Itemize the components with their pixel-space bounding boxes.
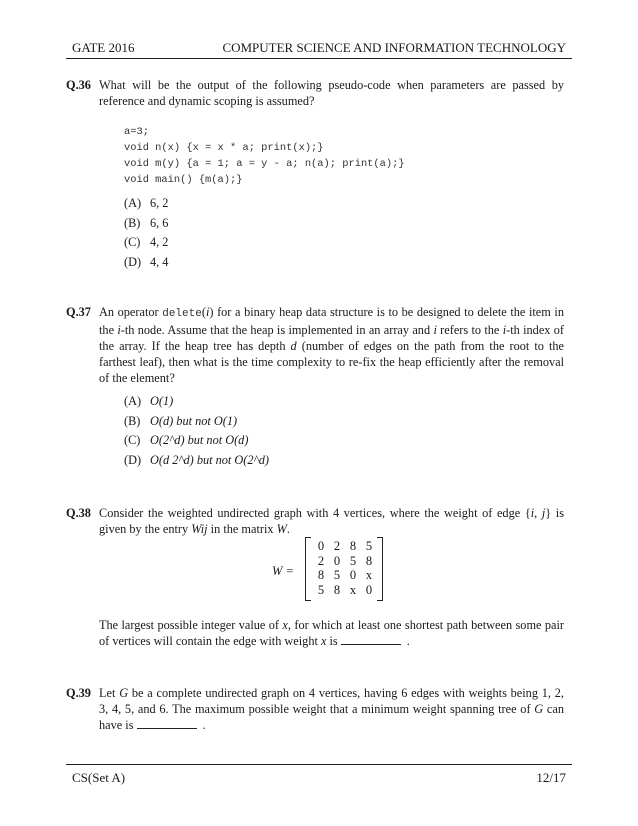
matrix-cell: 5 (333, 568, 341, 582)
question-39 (66, 685, 564, 733)
question-text: Let G be a complete undirected graph on 4 vertices, having 6 edges with weights being 1, 2, 3, 4, 5, and 6. The maximum possible weight that a minimum weight spanning tree of G can have is . (99, 686, 564, 732)
matrix-row (313, 583, 377, 598)
matrix-cell: 5 (365, 539, 373, 553)
option-d: (D) 4, 4 (124, 254, 169, 269)
matrix-cell: 8 (349, 539, 357, 553)
code-line: void m(y) {a = 1; a = y - a; n(a); print(a);} (124, 158, 405, 170)
code-line: void main() {m(a);} (124, 174, 243, 186)
exam-name: GATE 2016 (72, 40, 135, 55)
question-text: The largest possible integer value of x, for which at least one shortest path between some pair of vertices will contain the edge with weight x is . (99, 618, 564, 648)
matrix-cell: 8 (317, 568, 325, 582)
matrix-cell: 0 (317, 539, 325, 553)
code-line: a=3; (124, 126, 149, 138)
matrix-left-bracket (305, 537, 311, 601)
option-d: (D) O(d 2^d) but not O(2^d) (124, 452, 269, 467)
matrix-cell: x (365, 568, 373, 582)
question-38-continued (66, 617, 564, 649)
matrix-cell: 2 (333, 539, 341, 553)
question-37 (66, 304, 564, 470)
question-text: What will be the output of the following pseudo-code when parameters are passed by reference and dynamic scoping is assumed? (99, 78, 564, 108)
options-list (124, 392, 564, 470)
pseudo-code (124, 124, 564, 188)
matrix-cell: 0 (349, 568, 357, 582)
option-c: (C) O(2^d) but not O(d) (124, 433, 249, 447)
matrix-cell: x (349, 582, 357, 597)
matrix-cell: 8 (365, 553, 373, 568)
matrix-cell: 8 (333, 582, 341, 597)
matrix-row (313, 554, 377, 569)
option-b: (B) 6, 6 (124, 215, 169, 230)
answer-blank (137, 717, 197, 729)
matrix-cell: 0 (333, 553, 341, 568)
option-a: (A) O(1) (124, 394, 174, 408)
matrix-cell: 5 (349, 553, 357, 568)
matrix-row (313, 539, 377, 554)
matrix-cell: 2 (317, 553, 325, 568)
set-label: CS(Set A) (72, 770, 126, 785)
question-36 (66, 77, 564, 272)
question-number: Q.36 (66, 78, 91, 92)
code-line: void n(x) {x = x * a; print(x);} (124, 142, 324, 154)
option-a: (A) 6, 2 (124, 196, 169, 210)
footer-rule (66, 764, 572, 765)
matrix-right-bracket (377, 537, 383, 601)
matrix-row (313, 568, 377, 583)
answer-blank (341, 633, 401, 645)
weight-matrix (313, 539, 377, 597)
page-header (72, 40, 566, 58)
question-text: Consider the weighted undirected graph with 4 vertices, where the weight of edge {i, j} is given by the entry Wij in the matrix W. (99, 506, 564, 536)
question-number: Q.39 (66, 686, 91, 700)
matrix-cell: 5 (317, 582, 325, 597)
options-list (124, 194, 564, 272)
option-b: (B) O(d) but not O(1) (124, 413, 238, 428)
matrix-label: W = (272, 564, 294, 578)
question-38 (66, 505, 564, 537)
matrix-cell: 0 (365, 582, 373, 597)
paper-name: COMPUTER SCIENCE AND INFORMATION TECHNOLOGY (222, 40, 566, 55)
question-number: Q.38 (66, 506, 91, 520)
option-c: (C) 4, 2 (124, 235, 169, 249)
question-text: An operator delete(i) for a binary heap data structure is to be designed to delete the item in the i-th node. Assume that the heap is implemented in an array and i refers to the i-th index of the array. If the heap tree has depth d (number of edges on the path from the root to the farthest leaf), then what is the time complexity to re-fix the heap efficiently after the removal of the element? (99, 305, 565, 385)
page-number: 12/17 (536, 770, 566, 785)
header-rule (66, 58, 572, 59)
question-number: Q.37 (66, 305, 91, 319)
